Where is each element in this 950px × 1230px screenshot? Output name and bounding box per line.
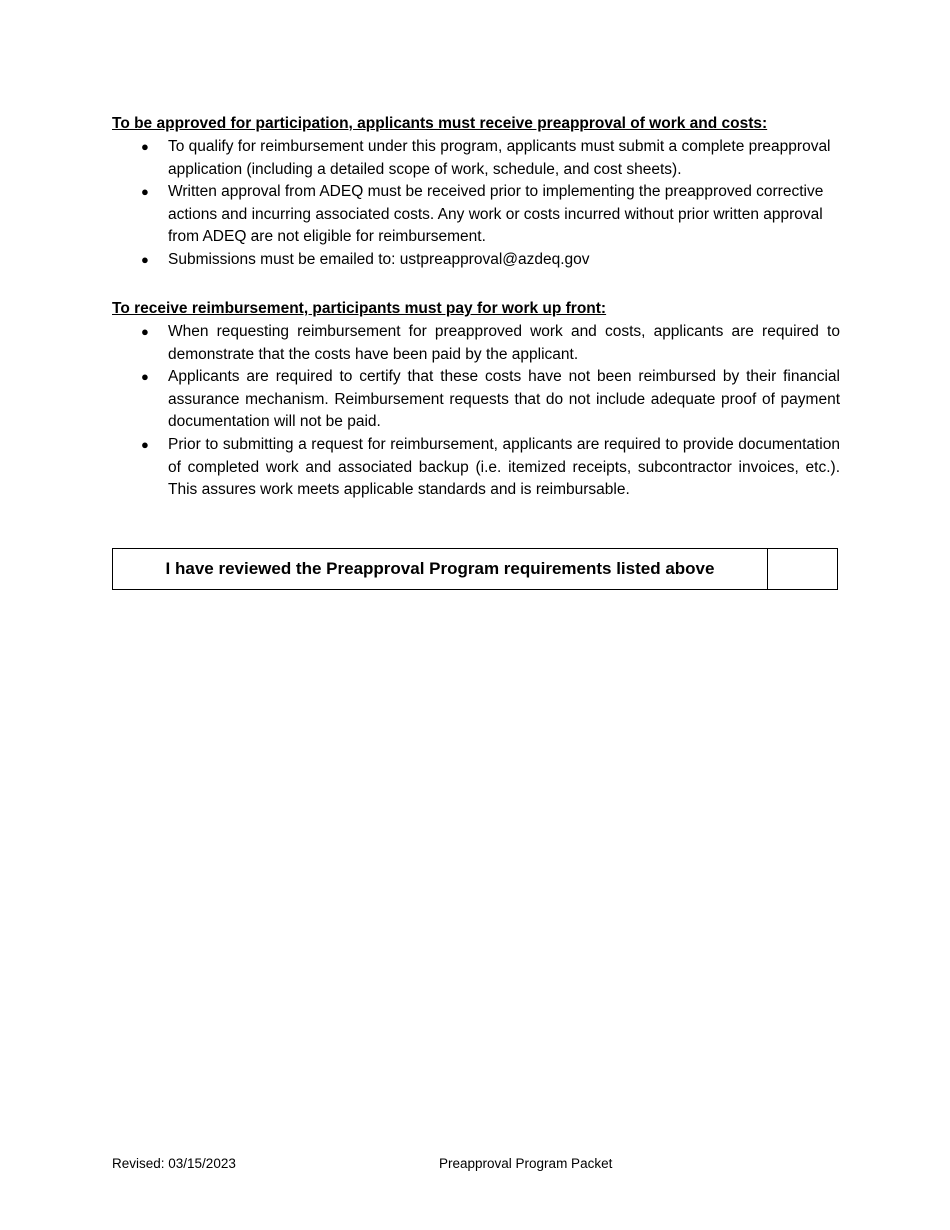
list-item	[112, 321, 840, 366]
document-title-footer: Preapproval Program Packet	[439, 1156, 613, 1171]
list-item	[112, 249, 840, 272]
bullet-list	[112, 321, 840, 502]
revised-date: Revised: 03/15/2023	[112, 1156, 236, 1171]
bullet-list	[112, 136, 840, 272]
preapproval-section	[112, 114, 840, 272]
section-heading: To be approved for participation, applicants must receive preapproval of work and costs:	[112, 115, 768, 132]
list-item-text: Applicants are required to certify that these costs have not been reimbursed by their financial assurance mechanism. Reimbursement requests that do not include adequate proof of payment documentation will not be paid.	[168, 368, 840, 431]
acknowledgement-label: I have reviewed the Preapproval Program requirements listed above	[113, 549, 768, 589]
acknowledgement-row	[112, 548, 838, 590]
list-item	[112, 136, 840, 181]
list-item-text: Submissions must be emailed to: ustpreapproval@azdeq.gov	[168, 250, 590, 268]
list-item-text: To qualify for reimbursement under this program, applicants must submit a complete preapproval application (including a detailed scope of work, schedule, and cost sheets).	[168, 138, 831, 178]
list-item	[112, 366, 840, 434]
bullet-icon: ●	[141, 436, 149, 452]
list-item-text: Prior to submitting a request for reimbursement, applicants are required to provide documentation of completed work and associated backup (i.e. itemized receipts, subcontractor invoices, etc.). This assures work meets applicable standards and is reimbursable.	[168, 435, 840, 499]
bullet-icon: ●	[141, 184, 149, 200]
list-item-text: Written approval from ADEQ must be received prior to implementing the preapproved corrective actions and incurring associated costs. Any work or costs incurred without prior written approval from ADEQ are not eligible for reimbursement.	[168, 183, 824, 246]
acknowledgement-checkbox[interactable]	[768, 549, 837, 589]
bullet-icon: ●	[141, 251, 149, 267]
list-item	[112, 181, 840, 249]
list-item-text: When requesting reimbursement for preapproved work and costs, applicants are required to demonstrate that the costs have been paid by the applicant.	[168, 323, 840, 363]
list-item	[112, 434, 840, 502]
bullet-icon: ●	[141, 324, 149, 339]
bullet-icon: ●	[141, 369, 149, 385]
bullet-icon: ●	[141, 139, 149, 154]
section-heading: To receive reimbursement, participants must pay for work up front:	[112, 300, 607, 317]
reimbursement-section	[112, 299, 840, 502]
